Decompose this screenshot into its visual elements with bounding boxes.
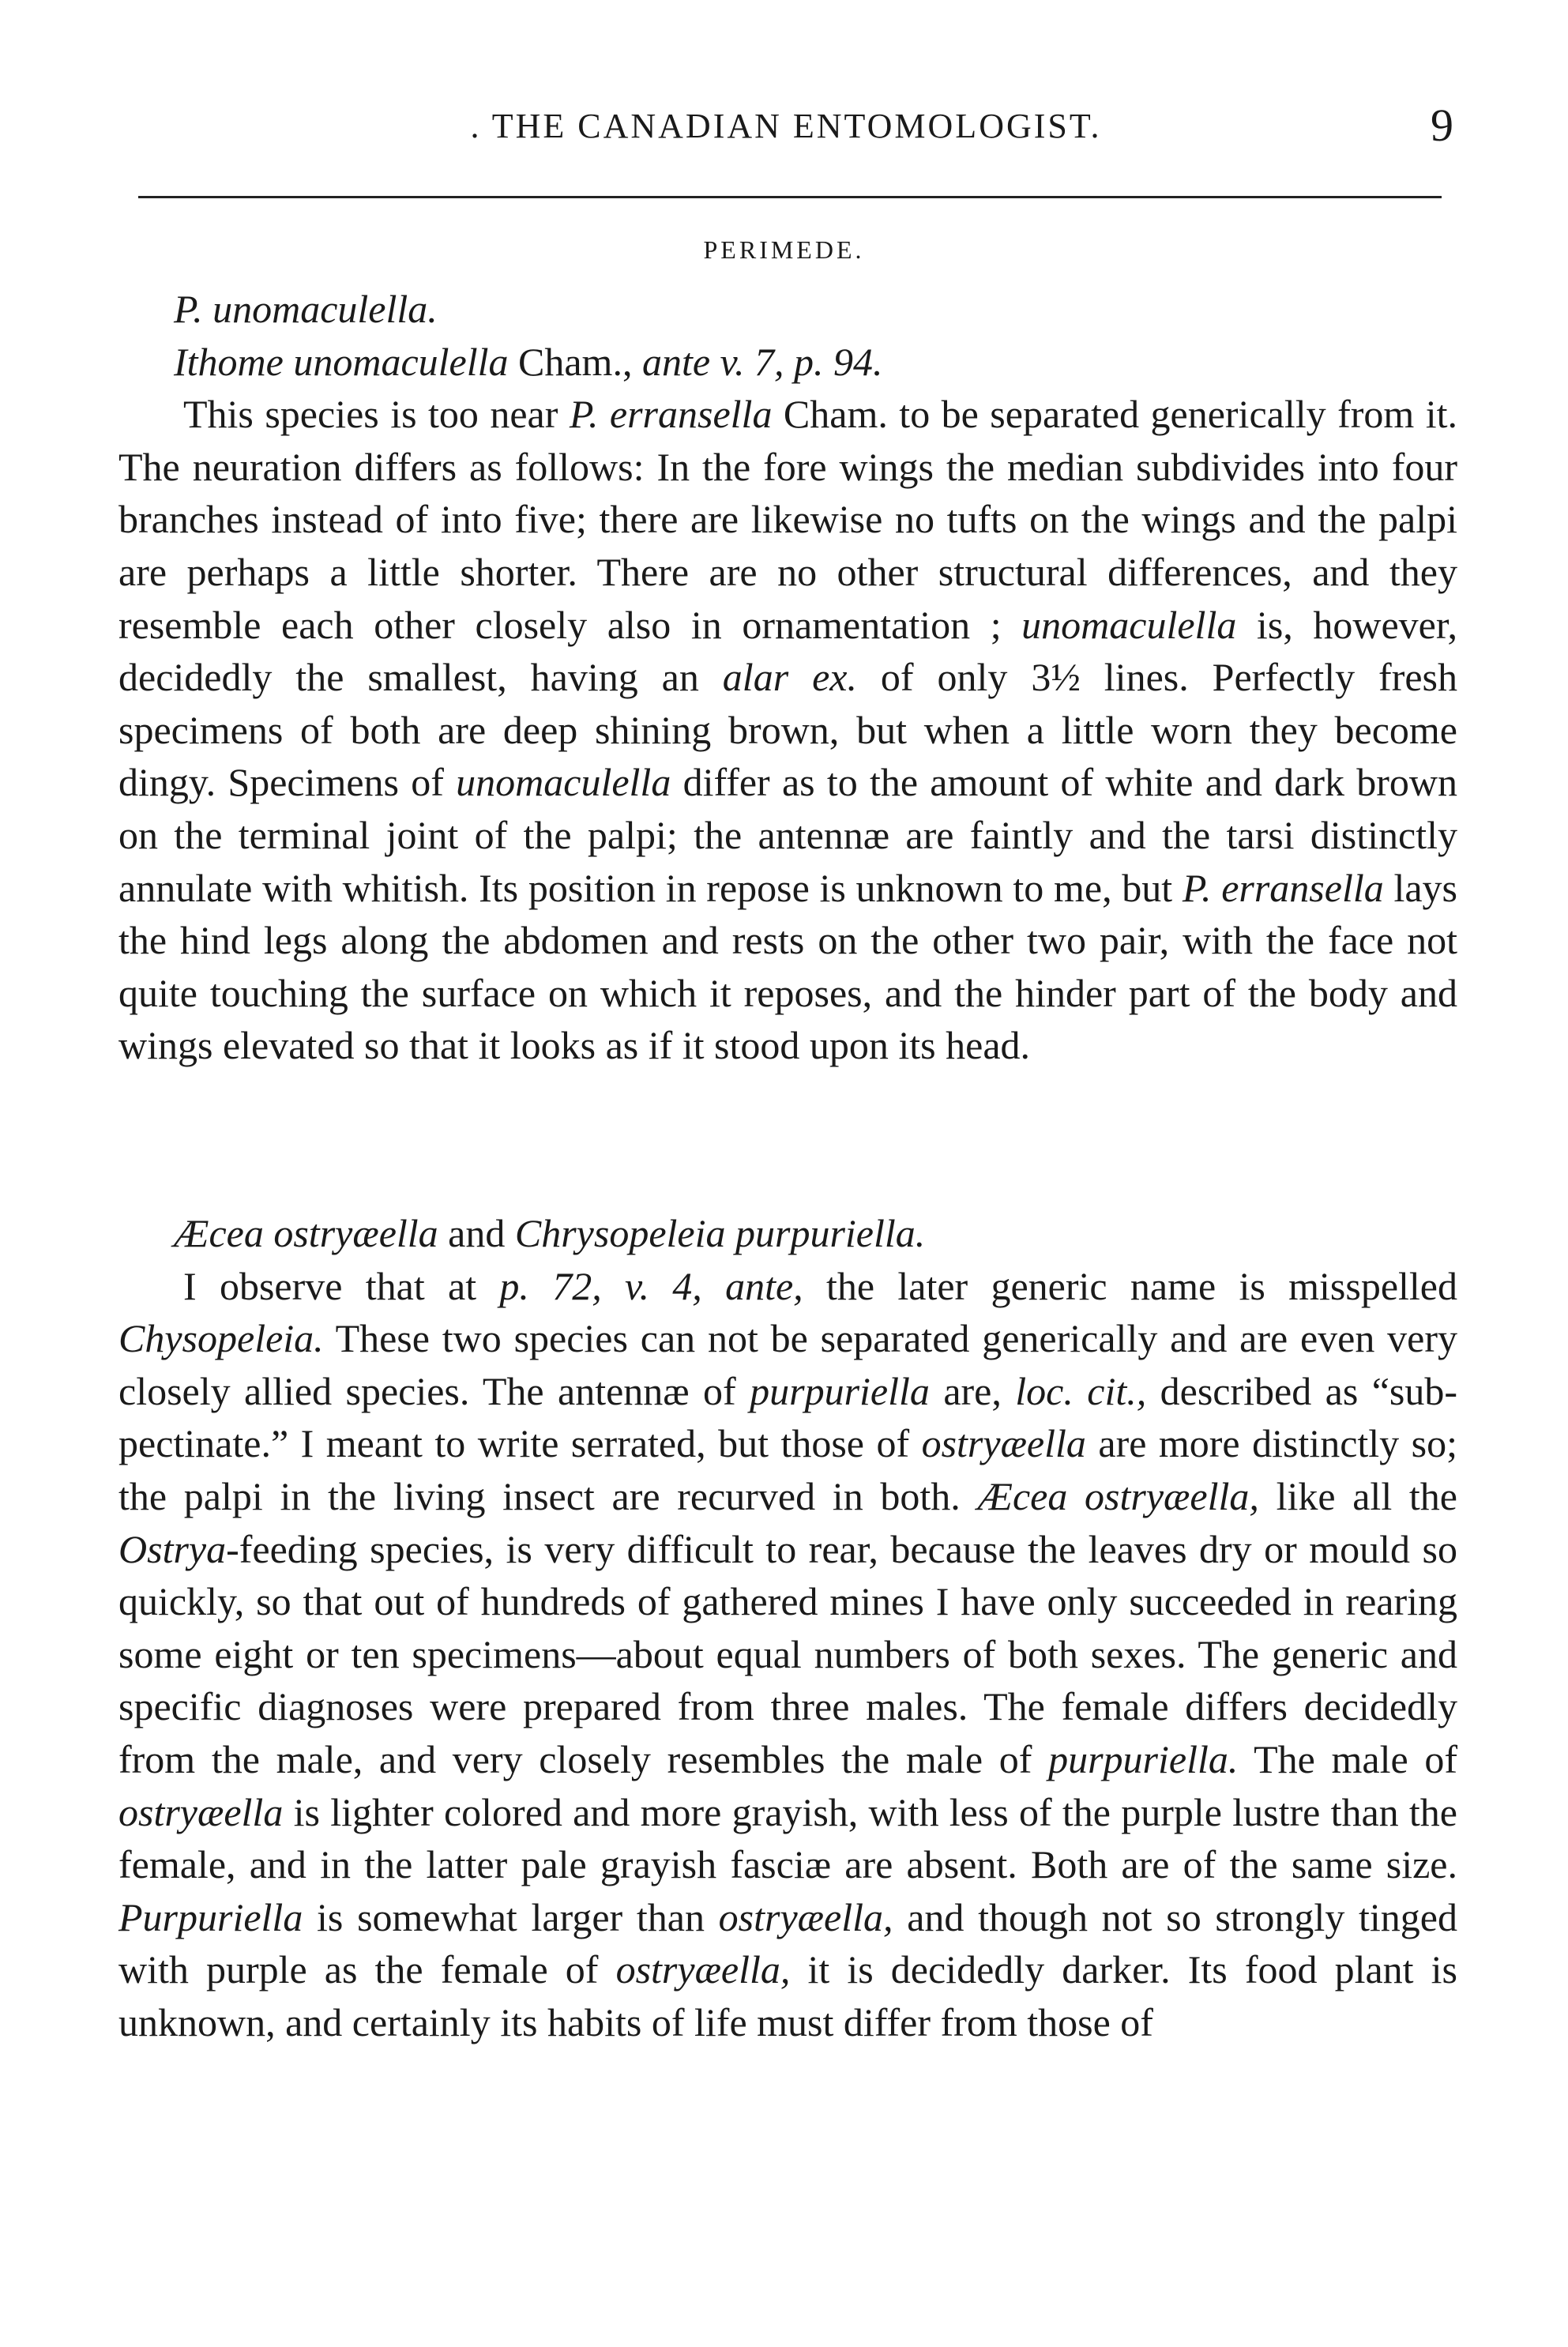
body-paragraph-1 (118, 388, 1457, 1072)
body-paragraph-2 (118, 1260, 1457, 2049)
text-run: are, (929, 1368, 1016, 1413)
text-run: is somewhat larger than (303, 1894, 719, 1939)
heading-and: and (438, 1211, 515, 1255)
synonym-reference: ante v. 7, p. 94. (641, 339, 883, 384)
page-number: 9 (1431, 100, 1453, 151)
text-run: and though not so strongly tinged with purple as the female of (118, 1894, 1457, 1992)
italic-run: ostryæella (921, 1421, 1086, 1466)
text-run: I observe that at (183, 1263, 500, 1308)
italic-run: P. erransella (569, 392, 773, 437)
italic-run: Ostrya (118, 1526, 227, 1571)
section-title: PERIMEDE. (703, 235, 865, 264)
italic-run: unomaculella (1021, 602, 1237, 647)
text-run: is lighter colored and more grayish, with less of the purple lustre than the female, and in the latter pale grayish fasciæ are absent. Both are of the same size. (118, 1789, 1457, 1887)
text-run: of only 3½ lines. Perfectly fresh specimens of both are deep shining brown, but when a little worn they become dingy. Specimens of (118, 655, 1458, 805)
italic-run: Purpuriella (118, 1894, 303, 1939)
text-run: like all the (1258, 1473, 1457, 1518)
text-run: are more distinctly so; the palpi in the living insect are recurved in both. (118, 1421, 1457, 1518)
section-aecea (118, 1207, 1457, 2049)
italic-run: purpuriella. (1048, 1736, 1239, 1781)
italic-run: ostryæella, (615, 1947, 791, 1992)
running-head: . THE CANADIAN ENTOMOLOGIST. (470, 107, 1102, 145)
italic-run: P. erransella (1182, 865, 1384, 910)
species-heading: P. unomaculella. (174, 287, 438, 331)
text-run: described as “sub-pectinate.” I meant to write serrated, but those of (118, 1368, 1457, 1466)
italic-run: purpuriella (750, 1368, 930, 1413)
text-run: The male of (1238, 1736, 1457, 1781)
text-run: lays the hind legs along the abdomen and rests on the other two pair, with the face not quite touching the surface on which it reposes, and the hinder part of the body and wings elevated so that it looks as if it stood upon its head. (118, 865, 1458, 1068)
italic-run: ostryæella (118, 1789, 284, 1834)
synonym-line (118, 336, 1457, 389)
italic-run: unomaculella (456, 760, 671, 805)
italic-run: loc. cit., (1015, 1368, 1147, 1413)
synonym-name: Ithome unomaculella (174, 339, 509, 384)
page-header (118, 100, 1453, 158)
text-run: -feeding species, is very difficult to rear, because the leaves dry or mould so quickly, so that out of hundreds of gathered mines I have only succeeded in rearing some eight or ten specimens—about equal numbers of both sexes. The generic and specific diagnoses were prepared from three males. The female differs decidedly from the male, and very closely resembles the male of (118, 1526, 1457, 1781)
text-run: the later generic name is misspelled (803, 1263, 1458, 1308)
text-run: differ as to the amount of white and dark brown on the terminal joint of the palpi; the antennæ are faintly and the tarsi distinctly annulate with whitish. Its position in repose is unknown to me, but (118, 760, 1458, 910)
italic-run: p. 72, v. 4, ante, (499, 1263, 803, 1308)
italic-run: alar ex. (722, 655, 857, 700)
text-run: These two species can not be separated generically and are even very closely allied species. The antennæ of (118, 1316, 1457, 1413)
italic-run: ostryæella, (718, 1894, 893, 1939)
text-run: Cham. to be separated generically from it. The neuration differs as follows: In the fore wings the median subdivides into four branches instead of into five; there are likewise no tufts on the wings and the palpi are perhaps a little shorter. There are no other structural differences, and they resemble each other closely also in ornamentation ; (118, 392, 1458, 647)
section-heading-2 (118, 1207, 1457, 1260)
synonym-author: Cham., (508, 339, 642, 384)
section-perimede (118, 283, 1457, 1072)
text-run: it is decidedly darker. Its food plant is unknown, and certainly its habits of life must differ from those of (118, 1947, 1457, 2044)
heading-genus-2: Chrysopeleia purpuriella. (514, 1211, 926, 1255)
italic-run: Æcea ostryæella, (977, 1473, 1259, 1518)
header-rule (138, 196, 1442, 198)
text-run: is, however, decidedly the smallest, having an (118, 602, 1457, 700)
text-run: This species is too near (183, 392, 570, 437)
heading-genus-1: Æcea ostryæella (174, 1211, 438, 1255)
italic-run: Chysopeleia. (118, 1316, 324, 1361)
